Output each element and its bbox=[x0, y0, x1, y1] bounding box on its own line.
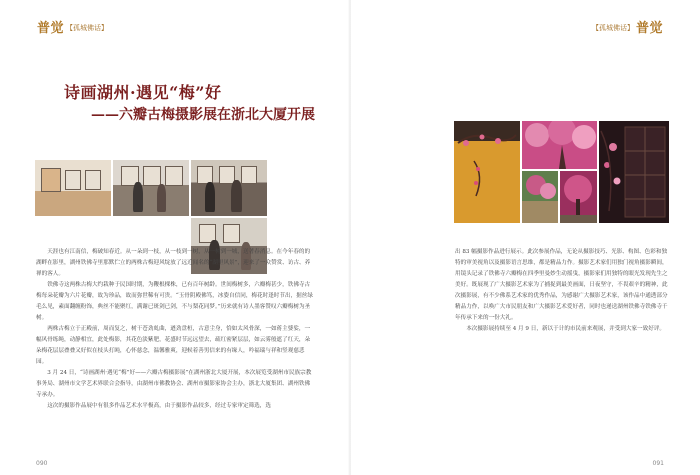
paragraph: 这次的摄影作品展中有很多作品艺术水平极高，由于摄影作品较多，经过专家审定筛选，选 bbox=[47, 403, 271, 409]
paragraph: 铁佛寺这两株古梅大约栽种于民国时期，为鞭根棵株，已有百年树龄。世间梅树多，六瓣梅甚少，铁佛寺古梅每朵花瓣为六片花瓣，故为珍品，故而弥世稀有可贵。“玉骨阴殿佛笃，冰姿自信同，梅花时逢时节出，据丝绿毛么见，素面翻缠粉饰，典丝不能聚红，满谢已斑剑已剑，不与梨花同梦。”历来就有诗人墨客赞叹六瓣梅树为圣树。 bbox=[36, 282, 313, 321]
paragraph: 两株古梅立于正殿前，周而复之，树干苍劲虬曲，遒劲盘桓，古意尘身，恰如太风骨深，一如蒋主婆娑，一幅风骨练绳，动静相宜，此处梅影，其花色淡紫肥，花盛时节远远望去，疏红密紧层层，如云雾般遮了红天，朵朵梅花层层叠叠又好似在枝头打盹，心怀慈念，温馨雅爽，迎候着善男信来的有缘人，吟福瑞与祥和竖观慈悲园。 bbox=[36, 326, 311, 365]
pink-plum-tree-photo bbox=[522, 121, 597, 169]
right-page bbox=[351, 0, 700, 475]
paragraph: 本次摄影展持续至 4 月 9 日，新以于计的市民前来观展，并受到大家一致好评。 bbox=[466, 326, 666, 332]
column-label: 【孤城佛话】 bbox=[66, 24, 109, 32]
paragraph: 出 83 幅摄影作品进行展示。此次参展作品，无论从摄影技巧、光影、构图、色彩和独特的审美视角以及摄影语言思维，都是精品力作。摄影艺术家们用独门视角摄影瞬间，用镜头记录了铁佛寺六瓣梅在四季里曼妙生动摇曳，摄影家们用独特的眼光发现先生之美好。既展现了广大摄影艺术家为了捕捉到最美画面，日夜坚守，不畏艰辛的精神，此次摄影展，有不少佛系艺术家的优秀作品，为感谢广大摄影艺术家，该作品中通透部分精品力作，以唤广大市民朋友和广大摄影艺术爱好者，同时也递送湖州铁佛寺铁佛寺千年传承下来的一份大礼。 bbox=[455, 249, 668, 321]
paragraph: 3 月 24 日，“诗画湖州·遇见“梅”好——六瓣古梅摄影展”在湖州浙北大厦开展，本次展览受湖州市民族宗教事务局、湖州市文学艺术界联合会指导，由湖州市佛教协会、湖州市摄影家协会主办，浙北大厦集团、湖州铁佛寺承办。 bbox=[36, 370, 312, 398]
garden-plum-photo bbox=[522, 171, 558, 223]
courtyard-plum-photo bbox=[560, 171, 597, 223]
article-body-right bbox=[455, 247, 670, 335]
brand-logo: 普觉 bbox=[635, 21, 663, 36]
exhibition-photo-3 bbox=[191, 160, 267, 216]
page-number-right: 091 bbox=[652, 460, 664, 467]
brand-logo: 普觉 bbox=[37, 21, 65, 36]
column-label: 【孤城佛话】 bbox=[591, 24, 634, 32]
window-plum-photo bbox=[599, 121, 669, 223]
header-brand-left bbox=[37, 22, 110, 35]
article-subtitle: ——六瓣古梅摄影展在浙北大厦开展 bbox=[91, 107, 315, 123]
left-page bbox=[0, 0, 349, 475]
article-title: 诗画湖州·遇见“梅”好 bbox=[64, 83, 222, 102]
header-brand-right bbox=[590, 22, 663, 35]
exhibition-photo-2 bbox=[113, 160, 189, 216]
temple-wall-plum-photo bbox=[454, 121, 520, 223]
page-number-left: 090 bbox=[36, 460, 48, 467]
paragraph: 天涯也有江南信，梅破知春近。从一朵到一枝，从一枝到一树，从一树到一城，送著春消息。在今年春的的湖畔在影里，湖州铁佛寺里那默伫立的两株古梅迎风绽放了远近闻名的“湖里风景”，迎来了一众赞赏、访古、养禅的客人。 bbox=[36, 249, 311, 277]
exhibition-photo-1 bbox=[35, 160, 111, 216]
article-body-left bbox=[36, 247, 314, 412]
